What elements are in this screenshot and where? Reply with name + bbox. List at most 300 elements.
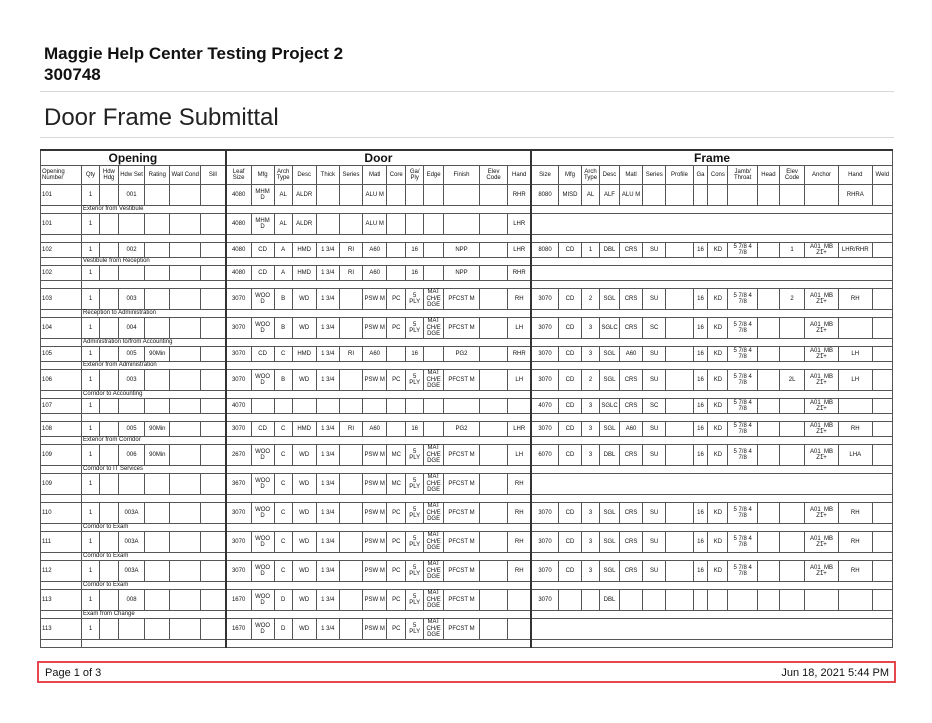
door-cell: RI xyxy=(339,422,362,437)
door-cell xyxy=(339,185,362,206)
door-cell: MAT CH/E DGE xyxy=(424,619,444,640)
table-row xyxy=(41,214,893,235)
frame-cell: SU xyxy=(643,561,666,582)
frame-cell: SGL xyxy=(599,422,619,437)
opening-cell xyxy=(145,214,170,235)
frame-cell xyxy=(666,503,693,524)
door-cell: 5 PLY xyxy=(406,561,424,582)
door-cell xyxy=(508,399,531,414)
door-cell: WOO D xyxy=(251,561,274,582)
opening-cell xyxy=(145,399,170,414)
opening-cell: 90Min xyxy=(145,422,170,437)
print-date: Jun 18, 2021 5:44 PM xyxy=(781,667,889,679)
column-header-door: Ga/ Ply xyxy=(406,166,424,185)
opening-cell: 102 xyxy=(41,243,82,258)
door-cell: ALU M xyxy=(363,214,387,235)
opening-cell xyxy=(170,243,201,258)
opening-cell xyxy=(99,399,118,414)
frame-cell: CRS xyxy=(619,532,642,553)
opening-cell: 109 xyxy=(41,474,82,495)
location-spacer xyxy=(41,235,82,243)
location-frame-blank xyxy=(531,466,892,474)
door-cell xyxy=(292,399,316,414)
frame-cell xyxy=(838,590,872,611)
frame-cell xyxy=(708,185,728,206)
frame-cell: A60 xyxy=(619,422,642,437)
frame-cell: 3 xyxy=(582,318,600,339)
frame-cell xyxy=(708,590,728,611)
door-cell: 3070 xyxy=(226,370,251,391)
column-header-frame: Matl xyxy=(619,166,642,185)
group-header-frame: Frame xyxy=(531,150,892,166)
frame-cell xyxy=(693,185,708,206)
frame-cell xyxy=(779,347,804,362)
column-header-frame: Series xyxy=(643,166,666,185)
door-cell: WD xyxy=(292,532,316,553)
project-header xyxy=(44,43,343,85)
door-cell: RHR xyxy=(508,347,531,362)
door-cell: WD xyxy=(292,289,316,310)
frame-cell: SC xyxy=(643,318,666,339)
group-header-opening: Opening xyxy=(41,150,226,166)
divider xyxy=(40,91,894,92)
door-cell: PC xyxy=(387,318,406,339)
door-cell xyxy=(339,561,362,582)
door-cell: WD xyxy=(292,318,316,339)
door-cell: MAT CH/E DGE xyxy=(424,590,444,611)
frame-cell xyxy=(666,185,693,206)
frame-cell: CRS xyxy=(619,561,642,582)
column-header-door: Desc xyxy=(292,166,316,185)
door-cell: RH xyxy=(508,474,531,495)
frame-cell: A01_MB Z1+ xyxy=(805,347,839,362)
frame-cell: 16 xyxy=(693,503,708,524)
frame-cell: 1 xyxy=(582,243,600,258)
opening-cell xyxy=(200,399,225,414)
door-cell xyxy=(444,399,480,414)
opening-cell xyxy=(118,399,144,414)
door-cell: CD xyxy=(251,243,274,258)
location-row xyxy=(41,339,893,347)
frame-cell: KD xyxy=(708,370,728,391)
door-cell xyxy=(339,619,362,640)
door-cell xyxy=(339,532,362,553)
frame-cell xyxy=(872,318,892,339)
frame-cell xyxy=(779,318,804,339)
frame-cell-empty xyxy=(531,619,892,640)
table-row xyxy=(41,422,893,437)
opening-cell: 90Min xyxy=(145,445,170,466)
frame-cell: SU xyxy=(643,243,666,258)
location-label: Exterior from Vestibule xyxy=(82,206,226,214)
location-frame-blank xyxy=(531,582,892,590)
frame-cell: 1 xyxy=(779,243,804,258)
door-cell: PSW M xyxy=(363,318,387,339)
door-cell: PFCST M xyxy=(444,590,480,611)
door-cell: WOO D xyxy=(251,370,274,391)
location-row xyxy=(41,391,893,399)
table-row xyxy=(41,561,893,582)
door-cell xyxy=(424,266,444,281)
opening-cell xyxy=(200,318,225,339)
door-cell: PC xyxy=(387,619,406,640)
frame-cell xyxy=(666,318,693,339)
location-frame-blank xyxy=(531,524,892,532)
opening-cell xyxy=(200,214,225,235)
frame-cell: 3 xyxy=(582,347,600,362)
frame-cell xyxy=(779,503,804,524)
door-cell xyxy=(251,399,274,414)
column-header-door: Elev Code xyxy=(479,166,507,185)
door-cell: PFCST M xyxy=(444,289,480,310)
opening-cell xyxy=(99,289,118,310)
opening-cell xyxy=(145,532,170,553)
door-cell: 5 PLY xyxy=(406,503,424,524)
opening-cell xyxy=(145,318,170,339)
frame-cell xyxy=(779,532,804,553)
door-cell: WOO D xyxy=(251,318,274,339)
frame-cell: KD xyxy=(708,318,728,339)
frame-cell: 2 xyxy=(582,289,600,310)
door-cell: 2670 xyxy=(226,445,251,466)
door-cell xyxy=(479,445,507,466)
frame-cell: KD xyxy=(708,503,728,524)
frame-cell: 16 xyxy=(693,370,708,391)
table-row xyxy=(41,399,893,414)
frame-cell xyxy=(666,399,693,414)
opening-cell: 106 xyxy=(41,370,82,391)
door-cell: WOO D xyxy=(251,474,274,495)
divider xyxy=(40,137,894,138)
door-cell: C xyxy=(274,445,292,466)
door-cell: PSW M xyxy=(363,289,387,310)
frame-cell xyxy=(757,590,779,611)
door-cell: PSW M xyxy=(363,370,387,391)
location-spacer xyxy=(41,310,82,318)
opening-cell: 1 xyxy=(82,243,100,258)
frame-cell: A01_MB Z1+ xyxy=(805,399,839,414)
opening-cell xyxy=(99,318,118,339)
door-cell: 1 3/4 xyxy=(316,590,339,611)
frame-cell: CD xyxy=(558,318,581,339)
door-cell: MAT CH/E DGE xyxy=(424,503,444,524)
opening-cell: 90Min xyxy=(145,347,170,362)
frame-cell: SGLC xyxy=(599,399,619,414)
door-cell: CD xyxy=(251,266,274,281)
frame-cell: LHR/RHR xyxy=(838,243,872,258)
frame-cell: CRS xyxy=(619,318,642,339)
frame-cell xyxy=(757,532,779,553)
location-spacer xyxy=(41,414,82,422)
frame-cell xyxy=(666,289,693,310)
frame-cell xyxy=(666,532,693,553)
door-cell: RH xyxy=(508,289,531,310)
opening-cell xyxy=(99,445,118,466)
location-door-blank xyxy=(226,611,531,619)
opening-cell xyxy=(145,503,170,524)
door-cell: PC xyxy=(387,503,406,524)
door-cell: PFCST M xyxy=(444,318,480,339)
frame-cell-empty xyxy=(531,474,892,495)
frame-cell: CD xyxy=(558,422,581,437)
door-cell: 1 3/4 xyxy=(316,243,339,258)
location-door-blank xyxy=(226,310,531,318)
table-row xyxy=(41,347,893,362)
door-cell xyxy=(424,185,444,206)
opening-cell xyxy=(170,422,201,437)
door-cell: 1670 xyxy=(226,590,251,611)
column-header-door: Mfg xyxy=(251,166,274,185)
door-cell xyxy=(387,266,406,281)
location-row xyxy=(41,235,893,243)
frame-cell: KD xyxy=(708,399,728,414)
door-cell: 3070 xyxy=(226,561,251,582)
opening-cell: 1 xyxy=(82,266,100,281)
frame-cell xyxy=(779,445,804,466)
door-cell: 3670 xyxy=(226,474,251,495)
frame-cell xyxy=(757,561,779,582)
door-cell: PFCST M xyxy=(444,474,480,495)
frame-cell: 8080 xyxy=(531,185,558,206)
door-cell: CD xyxy=(251,422,274,437)
door-cell: ALDR xyxy=(292,214,316,235)
door-cell: 3070 xyxy=(226,532,251,553)
frame-cell: 3070 xyxy=(531,503,558,524)
door-cell: PC xyxy=(387,590,406,611)
door-cell xyxy=(479,318,507,339)
door-cell: C xyxy=(274,422,292,437)
column-header-opening: Qty xyxy=(82,166,100,185)
door-cell: 3070 xyxy=(226,422,251,437)
column-header-frame: Weld xyxy=(872,166,892,185)
door-cell: 3070 xyxy=(226,347,251,362)
location-label: Corridor to Exam xyxy=(82,582,226,590)
opening-cell xyxy=(170,619,201,640)
frame-cell: 4070 xyxy=(531,399,558,414)
opening-cell: 113 xyxy=(41,590,82,611)
door-cell xyxy=(479,370,507,391)
opening-cell: 103 xyxy=(41,289,82,310)
table-row xyxy=(41,619,893,640)
door-cell: D xyxy=(274,619,292,640)
door-cell: MAT CH/E DGE xyxy=(424,474,444,495)
door-cell: 4080 xyxy=(226,185,251,206)
location-frame-blank xyxy=(531,611,892,619)
opening-cell xyxy=(99,185,118,206)
location-door-blank xyxy=(226,362,531,370)
location-door-blank xyxy=(226,466,531,474)
door-cell: 4080 xyxy=(226,214,251,235)
door-cell: WOO D xyxy=(251,289,274,310)
opening-cell xyxy=(200,445,225,466)
column-header-door: Arch Type xyxy=(274,166,292,185)
frame-cell: KD xyxy=(708,289,728,310)
opening-cell xyxy=(145,289,170,310)
frame-cell xyxy=(757,347,779,362)
opening-cell: 1 xyxy=(82,347,100,362)
opening-cell: 113 xyxy=(41,619,82,640)
location-frame-blank xyxy=(531,391,892,399)
location-row xyxy=(41,524,893,532)
frame-cell: SU xyxy=(643,503,666,524)
opening-cell xyxy=(145,561,170,582)
location-spacer xyxy=(41,640,82,648)
door-cell: 1 3/4 xyxy=(316,289,339,310)
frame-cell: AL xyxy=(582,185,600,206)
frame-cell: 5 7/8 4 7/8 xyxy=(728,399,757,414)
frame-cell xyxy=(779,399,804,414)
opening-cell xyxy=(200,185,225,206)
door-cell: WOO D xyxy=(251,503,274,524)
frame-cell xyxy=(666,243,693,258)
opening-cell: 1 xyxy=(82,619,100,640)
group-header-door: Door xyxy=(226,150,531,166)
door-cell xyxy=(316,214,339,235)
opening-cell xyxy=(200,532,225,553)
opening-cell: 112 xyxy=(41,561,82,582)
door-cell: PFCST M xyxy=(444,532,480,553)
location-row xyxy=(41,258,893,266)
opening-cell xyxy=(145,185,170,206)
frame-cell xyxy=(779,590,804,611)
frame-cell xyxy=(643,185,666,206)
door-cell xyxy=(479,399,507,414)
location-door-blank xyxy=(226,235,531,243)
frame-cell: 2 xyxy=(779,289,804,310)
frame-cell xyxy=(872,422,892,437)
opening-cell: 003 xyxy=(118,370,144,391)
opening-cell xyxy=(170,318,201,339)
door-cell: C xyxy=(274,474,292,495)
door-cell: 1 3/4 xyxy=(316,503,339,524)
frame-cell: 16 xyxy=(693,399,708,414)
location-door-blank xyxy=(226,640,531,648)
opening-cell xyxy=(170,347,201,362)
frame-cell xyxy=(693,590,708,611)
opening-cell xyxy=(99,422,118,437)
door-cell: RH xyxy=(508,532,531,553)
door-cell: MAT CH/E DGE xyxy=(424,370,444,391)
frame-cell: 3 xyxy=(582,422,600,437)
frame-cell: 16 xyxy=(693,289,708,310)
location-door-blank xyxy=(226,553,531,561)
submittal-table xyxy=(40,149,893,648)
door-cell: HMD xyxy=(292,422,316,437)
frame-cell: CRS xyxy=(619,370,642,391)
door-cell xyxy=(387,399,406,414)
door-cell: PC xyxy=(387,561,406,582)
door-cell xyxy=(339,289,362,310)
frame-cell xyxy=(872,399,892,414)
door-cell: WOO D xyxy=(251,532,274,553)
door-cell: PFCST M xyxy=(444,370,480,391)
door-cell xyxy=(479,185,507,206)
door-cell: WD xyxy=(292,370,316,391)
door-cell: 1 3/4 xyxy=(316,370,339,391)
door-cell: MAT CH/E DGE xyxy=(424,289,444,310)
frame-cell: A60 xyxy=(619,347,642,362)
door-cell xyxy=(444,214,480,235)
door-cell: 4080 xyxy=(226,266,251,281)
frame-cell: 3 xyxy=(582,503,600,524)
column-header-frame: Desc xyxy=(599,166,619,185)
door-cell xyxy=(508,590,531,611)
door-cell: B xyxy=(274,370,292,391)
column-header-frame: Arch Type xyxy=(582,166,600,185)
frame-cell: 16 xyxy=(693,318,708,339)
opening-cell xyxy=(170,185,201,206)
opening-cell: 101 xyxy=(41,214,82,235)
location-label xyxy=(82,414,226,422)
door-cell: MC xyxy=(387,445,406,466)
door-cell: A60 xyxy=(363,422,387,437)
frame-cell: 16 xyxy=(693,445,708,466)
location-spacer xyxy=(41,281,82,289)
frame-cell xyxy=(728,590,757,611)
opening-cell: 1 xyxy=(82,422,100,437)
opening-cell xyxy=(145,266,170,281)
opening-cell: 003A xyxy=(118,503,144,524)
frame-cell: CD xyxy=(558,370,581,391)
door-cell: MAT CH/E DGE xyxy=(424,532,444,553)
frame-cell xyxy=(558,590,581,611)
opening-cell: 003A xyxy=(118,561,144,582)
frame-cell xyxy=(805,590,839,611)
location-frame-blank xyxy=(531,495,892,503)
location-door-blank xyxy=(226,437,531,445)
opening-cell: 1 xyxy=(82,590,100,611)
door-cell: WD xyxy=(292,445,316,466)
frame-cell xyxy=(872,289,892,310)
table-row xyxy=(41,289,893,310)
frame-cell: 5 7/8 4 7/8 xyxy=(728,445,757,466)
door-cell: PSW M xyxy=(363,445,387,466)
door-cell: C xyxy=(274,561,292,582)
frame-cell: 3070 xyxy=(531,318,558,339)
door-cell xyxy=(339,318,362,339)
opening-cell xyxy=(170,214,201,235)
column-header-opening: Hdw Set xyxy=(118,166,144,185)
column-header-frame: Anchor xyxy=(805,166,839,185)
door-cell xyxy=(424,347,444,362)
door-cell: MC xyxy=(387,474,406,495)
frame-cell xyxy=(666,590,693,611)
door-cell: 1670 xyxy=(226,619,251,640)
door-cell: PC xyxy=(387,370,406,391)
opening-cell xyxy=(170,266,201,281)
opening-cell: 1 xyxy=(82,185,100,206)
opening-cell xyxy=(200,619,225,640)
location-spacer xyxy=(41,524,82,532)
location-label: Reception to Administration xyxy=(82,310,226,318)
frame-cell: SU xyxy=(643,445,666,466)
opening-cell xyxy=(99,503,118,524)
location-spacer xyxy=(41,339,82,347)
column-header-opening: Hdw Hdg xyxy=(99,166,118,185)
opening-cell xyxy=(99,532,118,553)
frame-cell: ALF xyxy=(599,185,619,206)
door-cell: PFCST M xyxy=(444,445,480,466)
door-cell: LHR xyxy=(508,243,531,258)
frame-cell: RH xyxy=(838,532,872,553)
frame-cell: SU xyxy=(643,347,666,362)
column-header-door: Leaf Size xyxy=(226,166,251,185)
submittal-table-container xyxy=(40,149,893,639)
frame-cell: CRS xyxy=(619,445,642,466)
opening-cell: 1 xyxy=(82,318,100,339)
door-cell: MAT CH/E DGE xyxy=(424,445,444,466)
door-cell: LHR xyxy=(508,214,531,235)
